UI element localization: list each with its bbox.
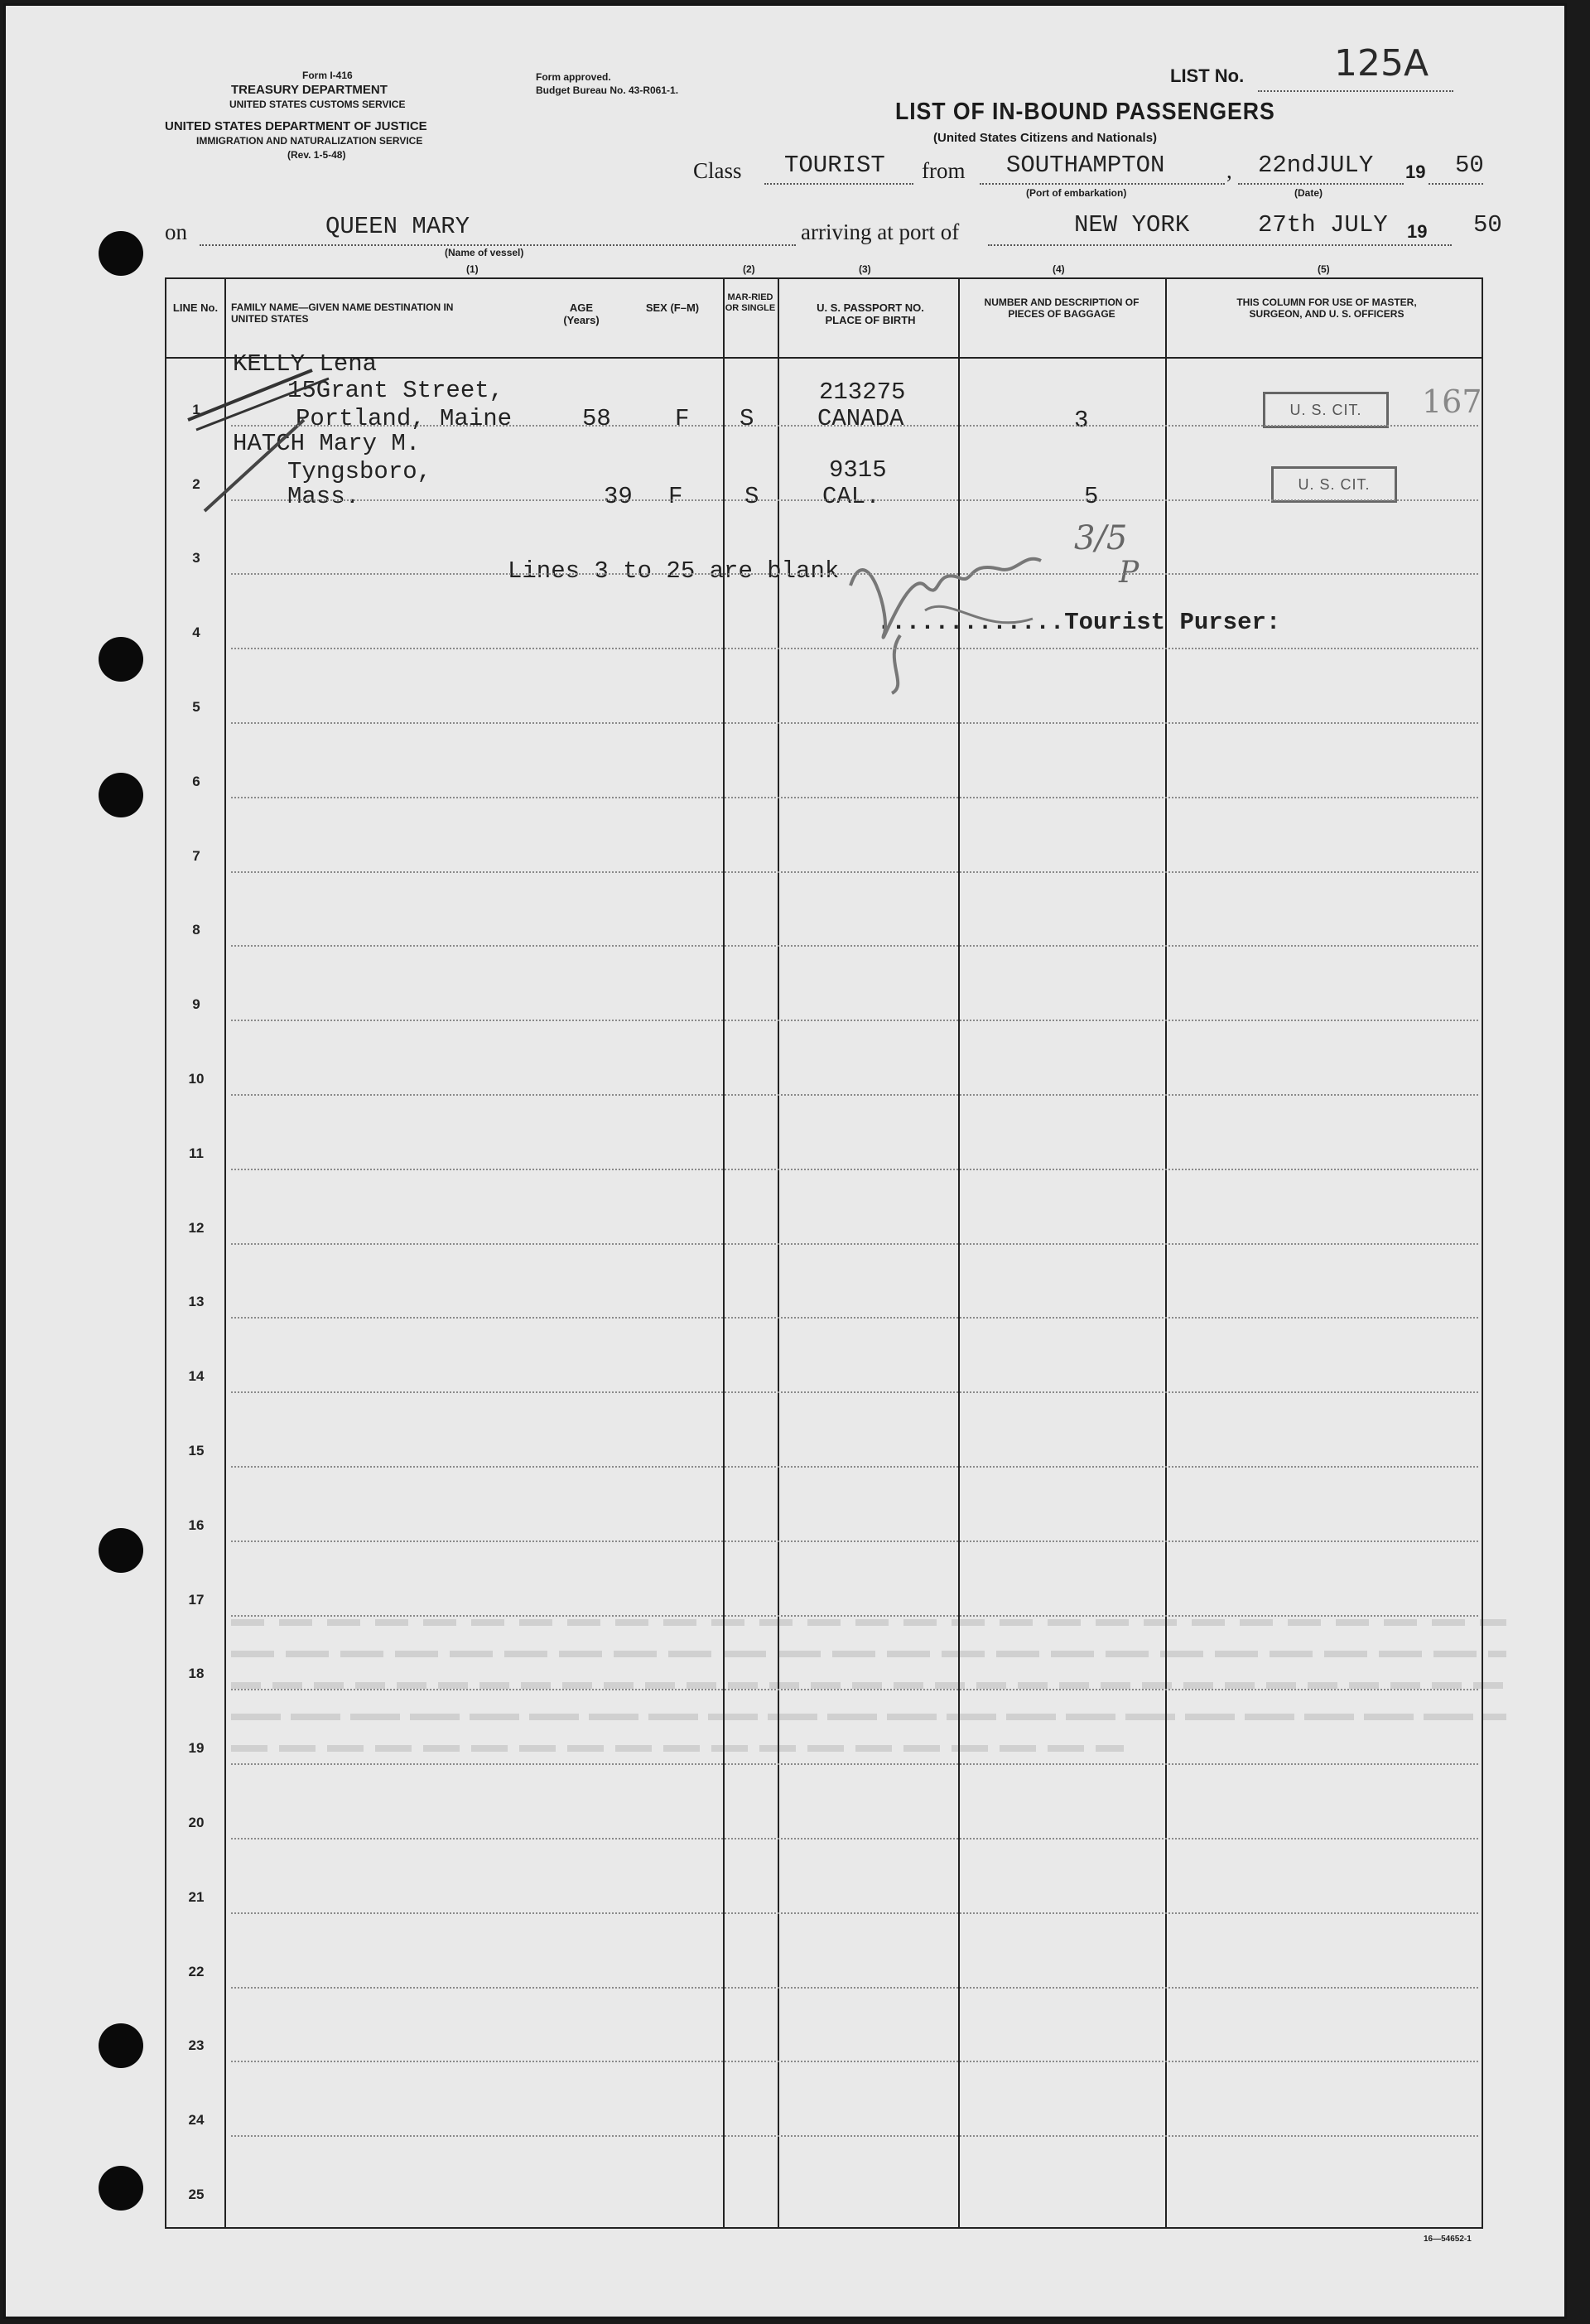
passenger-1-baggage: 3 (1074, 407, 1089, 434)
line-number: 20 (188, 1815, 205, 1830)
line-number: 16 (188, 1516, 205, 1533)
line-number: 2 (192, 475, 200, 492)
form-approved: Form approved. (536, 71, 611, 83)
line-number: 15 (188, 1443, 205, 1459)
list-no-line (1258, 90, 1453, 92)
passenger-2-baggage: 5 (1084, 483, 1099, 510)
passenger-1-marital: S (740, 405, 754, 432)
header-sex: SEX (F–M) (645, 301, 700, 314)
passenger-2-name: HATCH Mary M. (233, 430, 421, 457)
arrival-year: 50 (1473, 211, 1502, 239)
line-number: 8 (192, 922, 200, 938)
embark-date: 22ndJULY (1258, 152, 1374, 179)
header-name: FAMILY NAME—GIVEN NAME DESTINATION IN UNITED STATES (231, 301, 454, 325)
passenger-2-sex: F (668, 483, 683, 510)
row-divider (231, 1540, 1478, 1542)
header-passport: U. S. PASSPORT NO. PLACE OF BIRTH (817, 301, 924, 326)
line-number: 12 (188, 1219, 205, 1236)
col-num-5: (5) (1318, 263, 1330, 275)
row-divider (231, 1391, 1478, 1393)
table-right-border (1482, 277, 1483, 2229)
arrival-line (988, 244, 1452, 246)
col-divider-baggage (1165, 277, 1167, 2229)
header-age: AGE (Years) (563, 301, 600, 326)
line-number: 7 (192, 847, 200, 864)
punch-hole (99, 2023, 143, 2068)
purser-line: .............Tourist Purser: (877, 609, 1281, 636)
col-divider-line (224, 277, 226, 2229)
justice-heading: UNITED STATES DEPARTMENT OF JUSTICE (165, 119, 427, 133)
passenger-2-address-2: Mass. (287, 483, 360, 510)
line-number: 11 (189, 1145, 204, 1161)
line-number: 5 (192, 699, 200, 715)
header-baggage: NUMBER AND DESCRIPTION OF PIECES OF BAGGAGE (984, 297, 1140, 320)
line-number: 25 (188, 2187, 205, 2202)
customs-heading: UNITED STATES CUSTOMS SERVICE (229, 99, 406, 110)
passenger-2-marital: S (744, 483, 759, 510)
revision-text: (Rev. 1-5-48) (287, 149, 346, 161)
embark-year: 50 (1455, 152, 1484, 179)
passenger-1-stamp-number: 167 (1422, 383, 1482, 420)
row-divider (231, 425, 1478, 427)
comma: , (1226, 158, 1232, 183)
col-num-1-top: (1) (466, 263, 479, 275)
passenger-2-citizen-stamp: U. S. CIT. (1271, 466, 1397, 503)
row-divider (231, 945, 1478, 947)
passenger-1-sex: F (675, 405, 690, 432)
form-number: Form I-416 (302, 70, 353, 81)
row-divider (231, 1466, 1478, 1468)
row-divider (231, 499, 1478, 501)
passenger-2-age: 39 (604, 483, 633, 510)
manifest-page (3, 3, 1567, 2319)
vessel-caption: (Name of vessel) (445, 247, 524, 258)
line-number: 17 (188, 1591, 205, 1608)
year-prefix: 19 (1405, 162, 1426, 182)
row-divider (231, 1689, 1478, 1690)
class-value: TOURIST (784, 152, 885, 179)
punch-hole (99, 773, 143, 817)
header-line-no: LINE No. (172, 301, 219, 314)
line-number: 4 (192, 624, 200, 641)
line-number: 9 (192, 996, 200, 1013)
col-num-2: (2) (743, 263, 755, 275)
header-married: MAR-RIED OR SINGLE (725, 292, 776, 313)
date-caption: (Date) (1294, 187, 1323, 199)
row-divider (231, 722, 1478, 724)
arrival-port: NEW YORK (1074, 211, 1190, 239)
passenger-1-passport: 213275 (819, 378, 906, 406)
row-divider (231, 1169, 1478, 1170)
header-officers: THIS COLUMN FOR USE OF MASTER, SURGEON, AND U. S. OFFICERS (1236, 297, 1417, 320)
from-label: from (922, 158, 966, 183)
line-number: 14 (188, 1368, 205, 1385)
row-divider (231, 2061, 1478, 2062)
year-line (1429, 183, 1483, 185)
port-of-embarkation: SOUTHAMPTON (1006, 152, 1165, 179)
list-no-label: LIST No. (1170, 65, 1245, 86)
line-number: 22 (188, 1963, 205, 1979)
row-divider (231, 1912, 1478, 1914)
table-bottom-border (165, 2227, 1483, 2229)
budget-bureau: Budget Bureau No. 43-R061-1. (536, 84, 679, 96)
punch-hole (99, 2166, 143, 2211)
line-number: 21 (188, 1888, 205, 1905)
passenger-1-address-2: Portland, Maine (296, 405, 513, 432)
embark-caption: (Port of embarkation) (1026, 187, 1127, 199)
passenger-1-citizen-stamp: U. S. CIT. (1263, 392, 1389, 428)
row-divider (231, 797, 1478, 798)
vessel-line (200, 244, 796, 246)
margin-note-2: P (1119, 556, 1140, 590)
arrival-year-prefix: 19 (1407, 221, 1428, 242)
ins-heading: IMMIGRATION AND NATURALIZATION SERVICE (196, 135, 423, 147)
arrival-date: 27th JULY (1258, 211, 1388, 239)
cross-out-marks (171, 354, 337, 519)
passenger-1-name: KELLY Lena (233, 350, 378, 378)
passenger-2-address-1: Tyngsboro, (287, 458, 432, 485)
line-number: 18 (188, 1666, 205, 1682)
signature-mark (834, 519, 1099, 702)
row-divider (231, 1243, 1478, 1245)
col-num-4: (4) (1053, 263, 1065, 275)
vessel-name: QUEEN MARY (325, 213, 470, 240)
passenger-1-birthplace: CANADA (817, 405, 904, 432)
line-number: 1 (192, 401, 200, 417)
passenger-2-passport: 9315 (829, 456, 887, 484)
row-divider (231, 2135, 1478, 2137)
row-divider (231, 573, 1478, 575)
row-divider (231, 648, 1478, 649)
row-divider (231, 1987, 1478, 1989)
punch-hole (99, 1528, 143, 1573)
list-no-value: 125A (1334, 42, 1429, 84)
line-number: 24 (188, 2112, 205, 2129)
punch-hole (99, 637, 143, 682)
on-label: on (165, 219, 187, 244)
form-subtitle: (United States Citizens and Nationals) (933, 131, 1158, 145)
line-number: 6 (192, 773, 200, 789)
class-label: Class (693, 158, 742, 183)
bleed-through-text (231, 1613, 1506, 1803)
form-title: LIST OF IN-BOUND PASSENGERS (895, 99, 1275, 125)
row-divider (231, 871, 1478, 873)
table-left-border (165, 277, 166, 2229)
line-number: 13 (188, 1294, 205, 1310)
line-number: 19 (188, 1740, 205, 1757)
blank-lines-note: Lines 3 to 25 are blank (508, 557, 840, 585)
line-number: 23 (188, 2037, 205, 2054)
row-divider (231, 1615, 1478, 1617)
form-code: 16—54652-1 (1424, 2235, 1472, 2244)
class-line (764, 183, 913, 185)
margin-note: 3/5 (1074, 519, 1128, 557)
line-number: 10 (188, 1071, 205, 1087)
line-number: 3 (192, 550, 200, 567)
passenger-2-birthplace: CAL. (822, 483, 880, 510)
treasury-heading: TREASURY DEPARTMENT (231, 83, 388, 97)
table-top-border (165, 277, 1483, 279)
passenger-1-address-1: 15Grant Street, (287, 377, 504, 404)
date-line (1238, 183, 1404, 185)
embark-line (980, 183, 1225, 185)
row-divider (231, 1838, 1478, 1839)
row-divider (231, 1763, 1478, 1765)
punch-hole (99, 231, 143, 276)
row-divider (231, 1317, 1478, 1319)
arriving-label: arriving at port of (801, 219, 960, 244)
row-divider (231, 1020, 1478, 1021)
passenger-1-age: 58 (582, 405, 611, 432)
row-divider (231, 1094, 1478, 1096)
col-num-3: (3) (859, 263, 871, 275)
